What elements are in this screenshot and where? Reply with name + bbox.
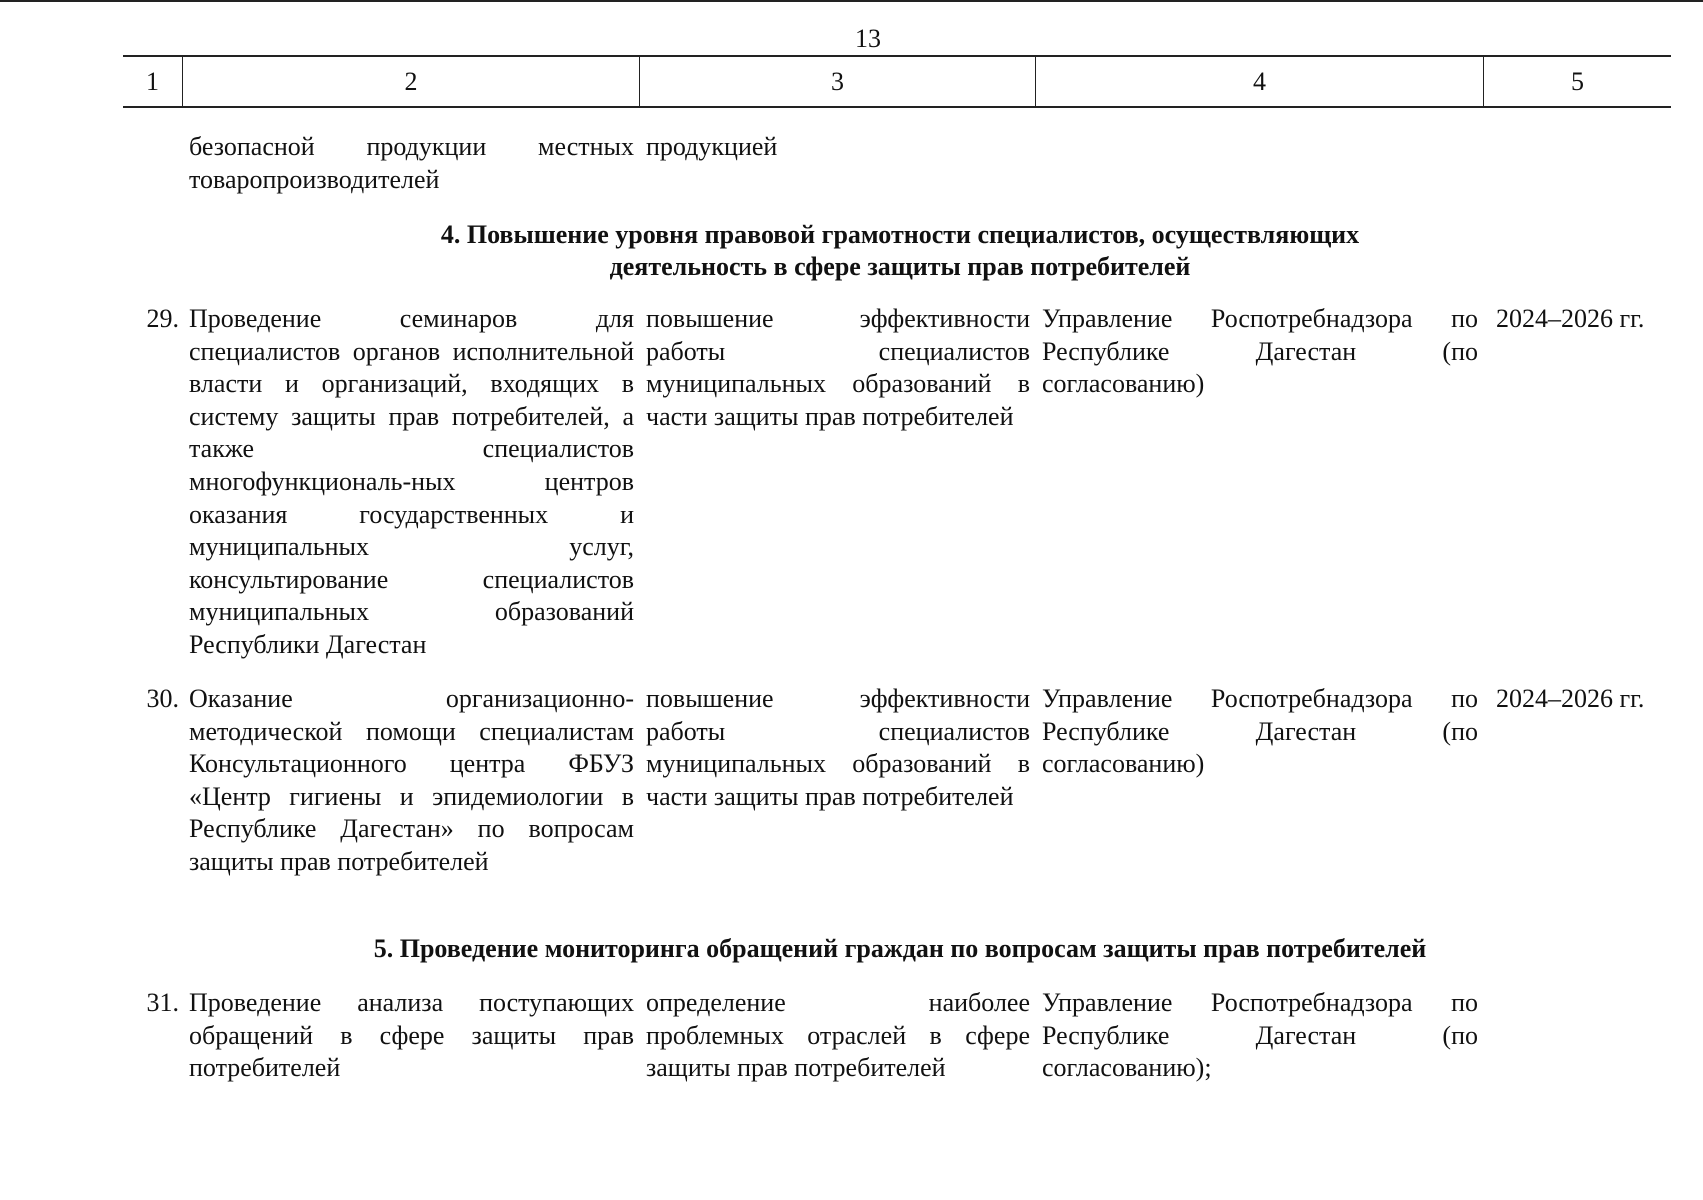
row-result: повышение эффективности работы специалистов муниципальных образований в части защиты прав потребителей xyxy=(646,684,1030,811)
continuation-result: продукцией xyxy=(646,132,778,161)
row-period xyxy=(1484,987,1681,1085)
page-number: 13 xyxy=(855,24,881,53)
row-result: определение наиболее проблемных отраслей в сфере защиты прав потребителей xyxy=(646,988,1030,1083)
row-responsible: Управление Роспотребнадзора по Республике Дагестан (по согласованию) xyxy=(1042,304,1478,399)
table-row xyxy=(123,683,1681,879)
row-responsible: Управление Роспотребнадзора по Республике Дагестан (по согласованию) xyxy=(1042,684,1478,779)
row-number: 30. xyxy=(146,684,179,713)
section-4-title-line-2: деятельность в сфере защиты прав потребителей xyxy=(609,252,1191,281)
row-result: повышение эффективности работы специалистов муниципальных образований в части защиты прав потребителей xyxy=(646,304,1030,431)
row-activity: Оказание организационно-методической помощи специалистам Консультационного центра ФБУЗ «Центр гигиены и эпидемиологии в Республике Дагестан» по вопросам защиты прав потребителей xyxy=(189,684,634,876)
table-row xyxy=(123,303,1681,662)
continuation-row xyxy=(123,131,1681,196)
row-responsible: Управление Роспотребнадзора по Республике Дагестан (по согласованию); xyxy=(1042,988,1478,1083)
row-number: 29. xyxy=(146,304,179,333)
continuation-activity: безопасной продукции местных товаропроизводителей xyxy=(189,132,634,194)
row-period: 2024–2026 гг. xyxy=(1496,684,1645,713)
top-rule xyxy=(0,0,1703,2)
column-header-5: 5 xyxy=(1571,66,1584,96)
column-header-row xyxy=(123,55,1671,108)
row-number: 31. xyxy=(146,988,179,1017)
table-row xyxy=(123,987,1681,1085)
column-header-3: 3 xyxy=(640,57,1036,106)
column-header-4: 4 xyxy=(1036,57,1484,106)
section-4-title-line-1: 4. Повышение уровня правовой грамотности специалистов, осуществляющих xyxy=(440,220,1360,249)
column-header-2: 2 xyxy=(183,57,640,106)
row-period: 2024–2026 гг. xyxy=(1496,304,1645,333)
row-activity: Проведение семинаров для специалистов органов исполнительной власти и организаций, входящих в систему защиты прав потребителей, а также специалистов многофункциональ-ных центров оказания государственных и муниципальных услуг, консультирование специалистов муниципальных образований Республики Дагестан xyxy=(189,304,634,659)
column-header-1: 1 xyxy=(123,57,183,106)
section-5-title: 5. Проведение мониторинга обращений граждан по вопросам защиты прав потребителей xyxy=(373,934,1427,963)
row-activity: Проведение анализа поступающих обращений в сфере защиты прав потребителей xyxy=(189,988,634,1083)
